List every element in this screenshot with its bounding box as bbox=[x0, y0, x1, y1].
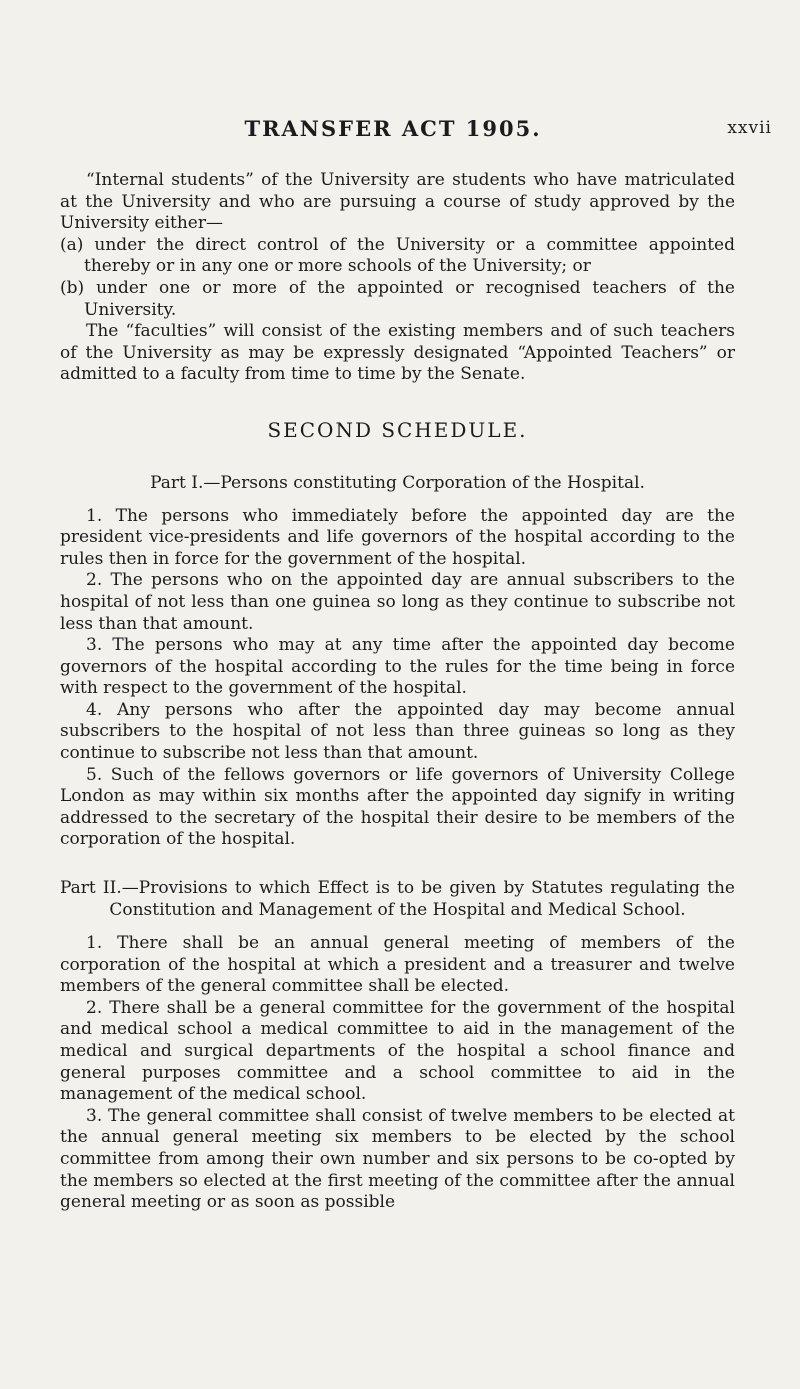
part-2-item: 3. The general committee shall consist of twelve members to be elected at the annual general meeting six members to be elected by the school committee from among their own number and six persons to be co-opted by the members so elected at the first meeting of the committee after the annual general meeting or as soon as possible bbox=[60, 1105, 735, 1213]
part-2-heading: Part II.—Provisions to which Effect is to be given by Statutes regulating the Constitution and Management of the Hospital and Medical School. bbox=[60, 878, 735, 921]
page-body bbox=[60, 170, 735, 1214]
part-1-item: 5. Such of the fellows governors or life governors of University College London as may within six months after the appointed day signify in writing addressed to the secretary of the hospital their desire to be members of the corporation of the hospital. bbox=[60, 764, 735, 850]
part-1-heading: Part I.—Persons constituting Corporation of the Hospital. bbox=[150, 472, 645, 493]
page-number: xxvii bbox=[727, 118, 772, 138]
part-1-item: 4. Any persons who after the appointed day may become annual subscribers to the hospital of not less than three guineas so long as they continue to subscribe not less than that amount. bbox=[60, 699, 735, 764]
part-2-item: 2. There shall be a general committee for the government of the hospital and medical school a medical committee to aid in the management of the medical and surgical departments of the hospital a school finance and general purposes committee and a school committee to aid in the management of the medical school. bbox=[60, 997, 735, 1105]
running-header bbox=[0, 116, 800, 146]
clause-a: (a) under the direct control of the University or a committee appointed thereby or in any one or more schools of the University; or bbox=[60, 234, 735, 277]
schedule-title: SECOND SCHEDULE. bbox=[267, 417, 528, 442]
faculties-paragraph: The “faculties” will consist of the existing members and of such teachers of the University as may be expressly designated “Appointed Teachers” or admitted to a faculty from time to time by the Senate. bbox=[60, 321, 735, 385]
clause-b: (b) under one or more of the appointed or recognised teachers of the University. bbox=[60, 277, 735, 320]
part-1-item: 2. The persons who on the appointed day are annual subscribers to the hospital of not less than one guinea so long as they continue to subscribe not less than that amount. bbox=[60, 570, 735, 634]
intro-paragraph: “Internal students” of the University are students who have matriculated at the University and who are pursuing a course of study approved by the University either— bbox=[60, 170, 735, 234]
part-1-item: 1. The persons who immediately before the appointed day are the president vice-presidents and life governors of the hospital according to the rules then in force for the government of the hospital. bbox=[60, 505, 735, 569]
header-title: TRANSFER ACT 1905. bbox=[244, 116, 542, 141]
part-2-item: 1. There shall be an annual general meeting of members of the corporation of the hospital at which a president and a treasurer and twelve members of the general committee shall be elected. bbox=[60, 933, 735, 997]
part-1-item: 3. The persons who may at any time after the appointed day become governors of the hospital according to the rules for the time being in force with respect to the government of the hospital. bbox=[60, 635, 735, 699]
